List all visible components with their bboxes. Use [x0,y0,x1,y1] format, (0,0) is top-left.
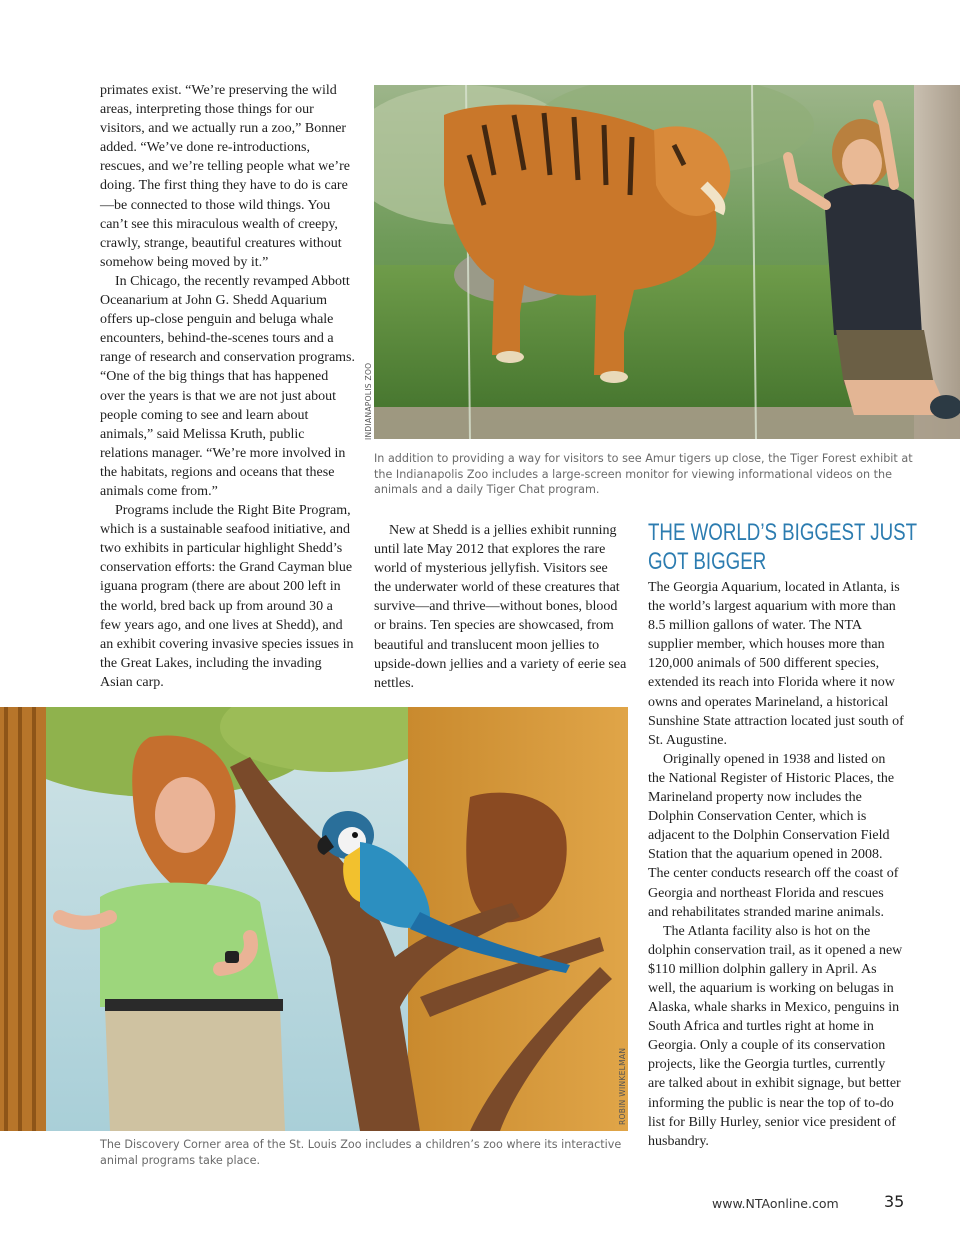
paragraph: The Atlanta facility also is hot on the dolphin conservation trail, as it opened a new $110 million dolphin gallery in April. As well, the aquarium is working on belugas in Alaska, whale sharks in Mexico, penguins in South Africa and turtles right at home in Georgia. Only a couple of its conservation projects, like the Georgia turtles, currently are talked about in exhibit signage, but better informing the public is near the top of to-do list for Billy Hurley, senior vice president of husbandry. [648,923,903,1149]
sidebar-heading [648,518,918,576]
paragraph: In Chicago, the recently revamped Abbott Oceanarium at John G. Shedd Aquarium offers up-close penguin and beluga whale encounters, behind-the-scenes tours and a range of research and conservation programs. “One of the big things that has happened over the years is that we are not just about people coming to see and learn about animals,” said Melissa Kruth, public relations manager. “We’re more involved in the habitats, regions and oceans that these animals come from.” [100,273,356,499]
sidebar-heading-line: GOT BIGGER [648,548,767,575]
photo-credit: INDIANAPOLIS ZOO [364,362,373,440]
photo-caption: The Discovery Corner area of the St. Louis Zoo includes a children’s zoo where its interactive animal programs take place. [100,1138,622,1167]
zookeeper-macaw-photo [0,707,628,1131]
tiger-exhibit-photo [374,85,960,439]
sidebar-heading-line: THE WORLD’S BIGGEST JUST [648,519,918,546]
paragraph: The Georgia Aquarium, located in Atlanta, is the world’s largest aquarium with more than 8.5 million gallons of water. The NTA supplier member, which houses more than 120,000 animals of 500 different species, extended its reach into Florida where it now owns and operates Marineland, a historical Sunshine State attraction located just south of St. Augustine. [648,580,904,748]
page-number: 35 [884,1192,905,1211]
paragraph: New at Shedd is a jellies exhibit running until late May 2012 that explores the rare world of mysterious jellyfish. Visitors see the underwater world of these creatures that survive—and thrive—without bones, blood or brains. Ten species are showcased, from beautiful and translucent moon jellies to upside-down jellies and a variety of eerie sea nettles. [374,523,627,691]
paragraph: Originally opened in 1938 and listed on the National Register of Historic Places, the Marineland property now includes the Dolphin Conservation Center, which is adjacent to the Dolphin Conservation Field Station that the aquarium opened in 2008. The center conducts research off the coast of Georgia and northeast Florida and rescues and rehabilitates stranded marine animals. [648,751,899,920]
footer-website: www.NTAonline.com [712,1196,839,1211]
sidebar-body [648,578,904,1151]
article-column-1 [100,81,356,692]
photo-credit: ROBIN WINKELMAN [618,1047,627,1125]
paragraph: primates exist. “We’re preserving the wild areas, interpreting those things for our visitors, and we actually run a zoo,” Bonner added. “We’ve done re-introductions, rescues, and we’re telling people what we’re doing. The first thing they have to do is care—be connected to those wild things. You can’t see this miraculous wealth of creepy, crawly, strange, beautiful creatures without somehow being moved by it.” [100,83,350,270]
paragraph: Programs include the Right Bite Program, which is a sustainable seafood initiative, and two exhibits in particular highlight Shedd’s conservation efforts: the Grand Cayman blue iguana program (there are about 200 left in the world, bred back up from around 30 a few years ago, and one lives at Shedd), and an exhibit covering invasive species issues in the Great Lakes, including the invading Asian carp. [100,503,354,690]
article-column-2 [374,521,628,693]
photo-caption: In addition to providing a way for visitors to see Amur tigers up close, the Tiger Forest exhibit at the Indianapolis Zoo includes a large-screen monitor for viewing informational videos on the animals and a daily Tiger Chat program. [374,452,913,497]
